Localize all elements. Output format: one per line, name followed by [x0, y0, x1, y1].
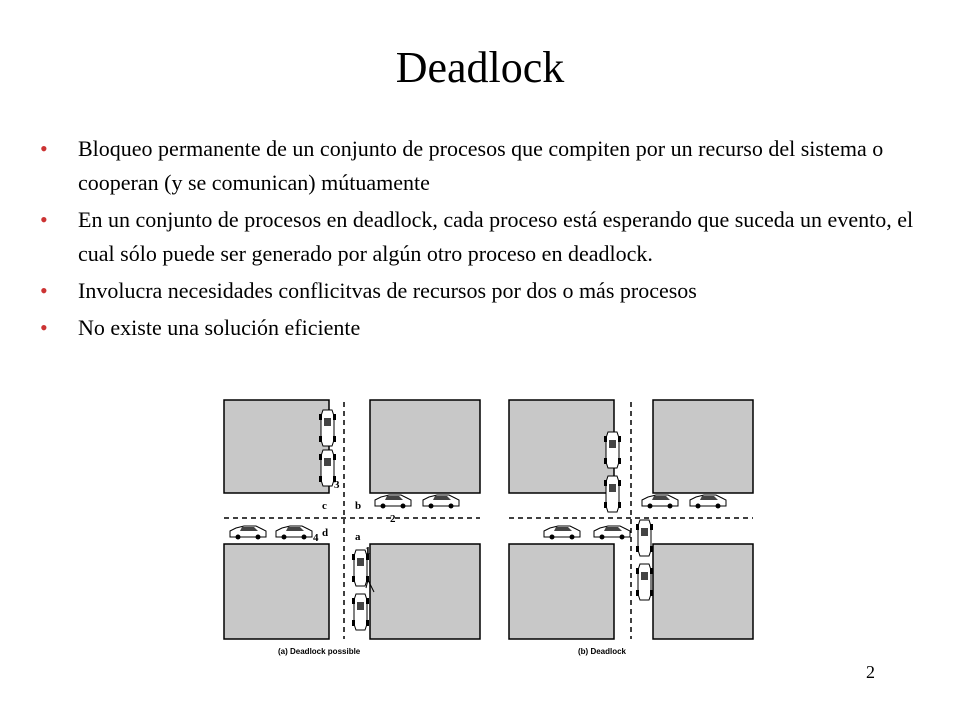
city-block: [370, 400, 480, 493]
car-icon: [544, 526, 580, 540]
city-block: [653, 544, 753, 639]
city-block: [370, 544, 480, 639]
quadrant-label-c: c: [322, 500, 327, 512]
quadrant-label-b: b: [355, 500, 362, 512]
car-number-label: 4: [313, 532, 319, 544]
quadrant-label-d: d: [322, 527, 329, 539]
car-icon: [604, 432, 621, 468]
bullet-item: [40, 203, 920, 271]
car-icon: [604, 476, 621, 512]
slide-title: Deadlock: [395, 43, 565, 92]
bullet-dot-icon: •: [40, 278, 48, 303]
car-icon: [423, 495, 459, 509]
bullet-text: Bloqueo permanente de un conjunto de procesos que compiten por un recurso del sistema o cooperan (y se comunican) mútuamente: [78, 136, 884, 195]
bullet-list: [40, 132, 920, 348]
car-number-label: 1: [365, 545, 371, 557]
bullet-dot-icon: •: [40, 136, 48, 161]
panel-b-caption: (b) Deadlock: [578, 647, 627, 656]
city-block: [653, 400, 753, 493]
city-block: [224, 544, 329, 639]
car-icon: [636, 564, 653, 600]
bullet-item: [40, 274, 920, 308]
car-number-label: 3: [334, 479, 340, 491]
car-number-label: 2: [390, 513, 396, 525]
car-icon: [375, 495, 411, 509]
bullet-dot-icon: •: [40, 315, 48, 340]
bullet-text: Involucra necesidades conflicitvas de recursos por dos o más procesos: [78, 278, 697, 303]
panel-a-caption: (a) Deadlock possible: [278, 647, 361, 656]
deadlock-figure: [218, 392, 758, 662]
car-icon: [276, 526, 312, 540]
bullet-text: No existe una solución eficiente: [78, 315, 361, 340]
bullet-text: En un conjunto de procesos en deadlock, cada proceso está esperando que suceda un evento, el cual sólo puede ser generado por algún otro proceso en deadlock.: [78, 207, 914, 266]
car-icon: [319, 410, 336, 446]
page-number: 2: [866, 662, 875, 682]
city-block: [509, 400, 614, 493]
quadrant-label-a: a: [355, 531, 361, 543]
car-icon: [352, 594, 369, 630]
car-icon: [642, 495, 678, 509]
car-icon: [230, 526, 266, 540]
bullet-item: [40, 311, 920, 345]
bullet-dot-icon: •: [40, 207, 48, 232]
panel-b-intersection: [509, 400, 753, 656]
car-icon: [594, 526, 630, 540]
city-block: [224, 400, 329, 493]
bullet-item: [40, 132, 920, 200]
car-icon: [690, 495, 726, 509]
panel-a-intersection: [224, 400, 480, 656]
car-icon: [636, 520, 653, 556]
city-block: [509, 544, 614, 639]
